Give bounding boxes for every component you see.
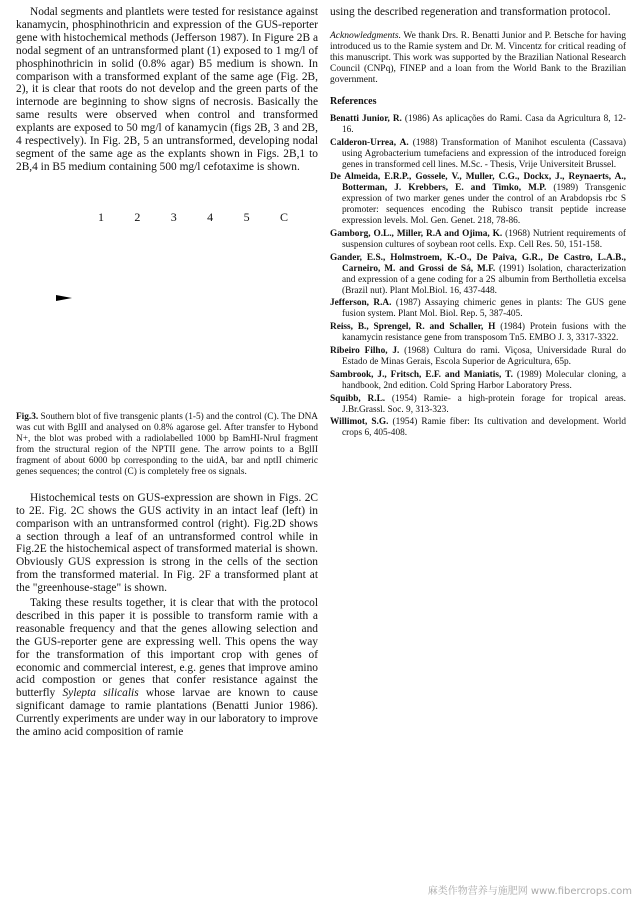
reference-authors: Willimot, S.G. — [330, 417, 389, 428]
lane-label: 4 — [207, 209, 214, 224]
reference-authors: Gander, E.S., Holmstroem, K.-O., De Paiva, G.R., De Castro, L.A.B., Carneiro, M. and Grossi de Sá, M.F. — [330, 252, 626, 274]
reference-details: (1987) Assaying chimeric genes in plants: The GUS gene fusion system. Plant Mol. Biol. Rep. 5, 387-405. — [342, 298, 626, 320]
lane-labels — [98, 210, 288, 225]
reference-authors: Ribeiro Filho, J. — [330, 346, 400, 357]
reference-authors: Reiss, B., Sprengel, R. and Schaller, H — [330, 322, 496, 333]
southern-blot-figure — [16, 174, 318, 406]
left-column — [16, 6, 318, 739]
reference-details: (1988) Transformation of Manihot esculenta (Cassava) using Agrobacterium tumefaciens and expression of the introduced foreign genes in transformed cell lines. M.Sc. - Thesis, Vrije Universiteit Brussel. — [342, 137, 626, 170]
reference-authors: Benatti Junior, R. — [330, 113, 402, 124]
body-paragraph-gus-tests: Histochemical tests on GUS-expression are shown in Figs. 2C to 2E. Fig. 2C shows the GUS activity in an intact leaf (left) in comparison with an untransformed control (right). Fig.2D shows a section through a leaf of an untransformed control while in Fig.2E the histochemical aspect of transformed material is shown. Obviously GUS expression is strong in the cells of the section from the transformed material. In Fig. 2F a transformed plant at the "greenhouse-stage" is shown. — [16, 491, 318, 595]
reference-item — [330, 298, 626, 320]
reference-details: (1986) As aplicações do Rami. Casa da Agricultura 8, 12-16. — [342, 113, 626, 135]
reference-authors: Calderon-Urrea, A. — [330, 137, 409, 148]
reference-item — [330, 322, 626, 344]
reference-details: (1954) Ramie- a high-protein forage for tropical areas. J.Br.Grassl. Soc. 9, 313-323. — [342, 393, 626, 415]
species-name: Sylepta silicalis — [62, 687, 139, 700]
acknowledgments — [330, 31, 626, 86]
reference-authors: Sambrook, J., Fritsch, E.F. and Maniatis, T. — [330, 369, 513, 380]
references-heading: References — [330, 95, 377, 107]
lane-label: 2 — [134, 209, 141, 224]
lane-label: C — [279, 209, 288, 224]
figure-caption — [16, 412, 318, 478]
reference-item — [330, 172, 626, 227]
reference-item — [330, 346, 626, 368]
reference-item — [330, 370, 626, 392]
body-paragraph-resistance-tests: Nodal segments and plantlets were tested for resistance against kanamycin, phosphinothricin and expression of the GUS-reporter gene with histochemical methods (Jefferson 1987). In Figure 2B a nodal segment of an untransformed plant (1) exposed to 1 mg/l of phosphinothricin in solid (0.8% agar) B5 medium is shown. In comparison with a transformed explant of the same age (Fig. 2B, 2), it is clear that roots do not develop and the green parts of the internode are beginning to show signs of necrosis. Basically the same results were observed when control and transformed explants are exposed to 50 mg/l of kanamycin (figs 2B, 3 and 2B, 4 respectively). In Fig. 2B, 5 an untransformed, developing nodal segment of the same age as the explants shown in Figs. 2B,1 to 2B,4 in B5 medium containing 500 mg/l cefotaxime is shown. — [16, 6, 318, 173]
reference-details: (1989) Transgenic expression of two marker genes under the control of an Arabdopsis rbc S promoter: sequences encoding the Rubisco transit peptide increase expression levels. Mol. Gen. Genet. 218, 78-86. — [342, 183, 626, 227]
reference-details: (1968) Nutrient requirements of suspension cultures of soybean root cells. Exp. Cell Res. 50, 151-158. — [342, 228, 626, 250]
reference-list — [330, 114, 626, 439]
caption-text: Southern blot of five transgenic plants (1-5) and the control (C). The DNA was cut with BglII and analysed on 0.8% agarose gel. After transfer to Hybond N+, the blot was probed with a radiolabelled 1000 bp BamHI-NruI fragment from the structural region of the NPTII gene. The arrow points to a BglII fragment of about 6000 bp corresponding to the uidA, bar and nptII chimeric genes sequences; the control (C) is completely free os signals. — [16, 411, 318, 477]
reference-authors: Gamborg, O.L., Miller, R.A and Ojima, K. — [330, 228, 503, 239]
lane-label: 3 — [170, 209, 177, 224]
arrow-icon — [56, 295, 72, 301]
body-paragraph-conclusion — [16, 597, 318, 739]
conclusion-text-b: whose larvae are known to cause significant damage to ramie plantations (Benatti Junior 1986). Currently experiments are under way in our laboratory to improve the amino acid composition of ramie — [16, 687, 318, 739]
right-column — [330, 6, 626, 441]
reference-authors: Jefferson, R.A. — [330, 298, 392, 309]
reference-item — [330, 138, 626, 171]
reference-authors: Squibb, R.L. — [330, 393, 386, 404]
acknowledgments-text: We thank Drs. R. Benatti Junior and P. Betsche for having introduced us to the Ramie system and Dr. M. Vincentz for critical reading of this manuscript. This work was supported by the Brazilian National Research Council (CNPq), FINEP and a loan from the World Bank to the Brazilian government. — [330, 30, 626, 85]
caption-label: Fig.3. — [16, 411, 39, 422]
reference-item — [330, 229, 626, 251]
site-watermark: 麻类作物营养与施肥网 www.fibercrops.com — [427, 886, 632, 897]
lane-label: 1 — [98, 209, 104, 224]
conclusion-text-a: Taking these results together, it is clear that with the protocol described in this paper it is possible to transform ramie with a reasonable frequency and that the genes allowing selection and the GUS-reporter gene are expressing well. This opens the way for the transformation of this important crop with genes of economic and commercial interest, e.g. genes that improve amino acid compostion or genes that confer resistance against the butterfly — [16, 597, 318, 700]
reference-item — [330, 394, 626, 416]
body-paragraph-continued: using the described regeneration and transformation protocol. — [330, 6, 611, 18]
reference-details: (1984) Protein fusions with the kanamycin resistance gene from transposom Tn5. EMBO J. 3, 3317-3322. — [342, 322, 626, 344]
reference-authors: De Almeida, E.R.P., Gossele, V., Muller, C.G., Dockx, J., Reynaerts, A., Botterman, J. Krebbers, E. and Timko, M.P. — [330, 172, 626, 194]
reference-item — [330, 253, 626, 297]
acknowledgments-label: Acknowledgments. — [330, 30, 401, 41]
reference-item — [330, 114, 626, 136]
reference-details: (1968) Cultura do rami. Viçosa, Universidade Rural do Estado de Minas Gerais, Escola Superior de Agricultura, 65p. — [342, 346, 626, 367]
lane-label: 5 — [243, 209, 250, 224]
reference-item — [330, 417, 626, 439]
reference-details: (1989) Molecular cloning, a handbook, 2nd edition. Cold Spring Harbor Laboratory Press. — [342, 369, 627, 391]
reference-details: (1954) Ramie fiber: Its cultivation and development. World crops 6, 405-408. — [342, 417, 626, 439]
reference-details: (1991) Isolation, characterization and expression of a gene coding for a 2S albumin from Bertholletia excelsa (Brazil nut). Plant Mol.Biol. 16, 437-448. — [342, 263, 626, 296]
